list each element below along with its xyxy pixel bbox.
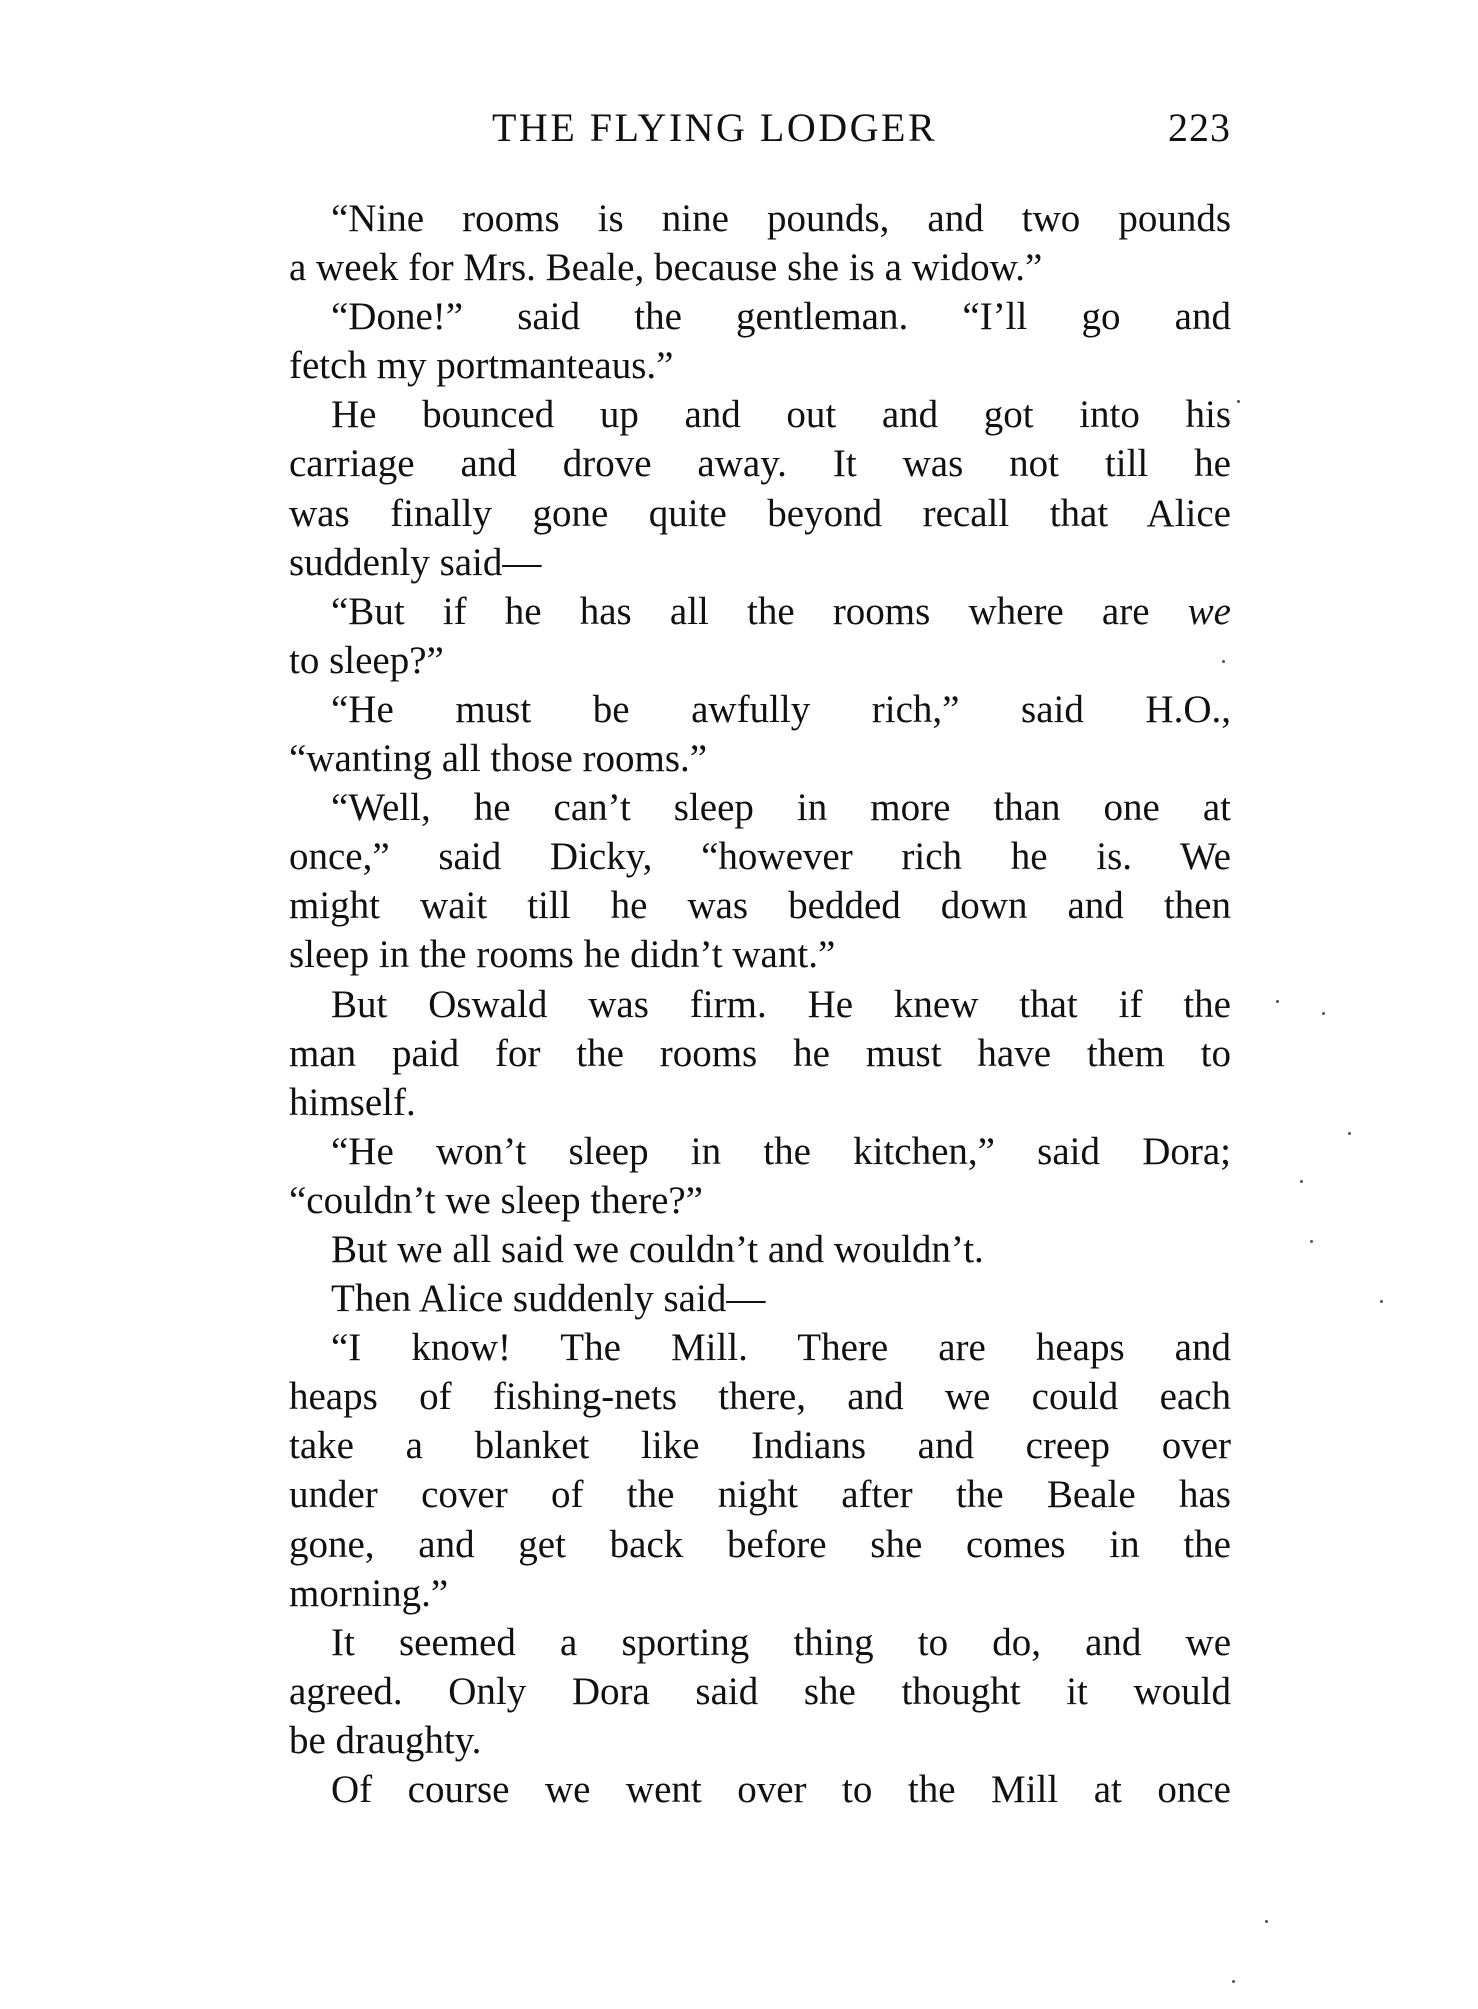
text-line: carriage and drove away. It was not till he [289,442,1231,486]
text-line: He bounced up and out and got into his [331,393,1231,437]
scan-speck [1300,1180,1303,1183]
text-line: sleep in the rooms he didn’t want.” [289,933,836,977]
text-line: “He won’t sleep in the kitchen,” said Dora; [331,1129,1231,1173]
text-line: Of course we went over to the Mill at once [331,1768,1231,1811]
text-line: “Done!” said the gentleman. “I’ll go and [331,295,1231,339]
text-segment: “But if he has all the rooms where are [331,589,1150,633]
text-line: But we all said we couldn’t and wouldn’t. [331,1227,984,1271]
scan-speck [1310,1240,1313,1243]
text-line: “couldn’t we sleep there?” [289,1178,703,1222]
scan-speck [1237,400,1240,403]
running-head [289,98,1231,158]
text-line: Then Alice suddenly said— [331,1277,766,1321]
text-line: morning.” [289,1571,449,1615]
text-line: once,” said Dicky, “however rich he is. We [289,835,1231,879]
scan-speck [1348,1132,1351,1135]
page-number: 223 [1168,105,1231,150]
text-line: be draughty. [289,1718,482,1762]
text-line: “wanting all those rooms.” [289,737,708,781]
text-line: “I know! The Mill. There are heaps and [331,1326,1231,1370]
scan-speck [1380,1300,1383,1303]
scan-speck [1232,1980,1235,1983]
body-text [289,194,1231,1814]
text-line: heaps of fishing-nets there, and we could each [289,1375,1231,1419]
text-line: “He must be awfully rich,” said H.O., [331,687,1231,731]
scan-speck [1265,1920,1268,1923]
text-line: take a blanket like Indians and creep over [289,1424,1231,1468]
text-line: “Nine rooms is nine pounds, and two pounds [331,197,1231,240]
scan-speck [1222,660,1225,663]
emphasis-word: we [1187,589,1231,633]
text-line: under cover of the night after the Beale has [289,1473,1231,1517]
running-head-title: THE FLYING LODGER [492,105,938,150]
text-line: gone, and get back before she comes in the [289,1522,1231,1566]
text-line: man paid for the rooms he must have them to [289,1031,1231,1075]
text-line: “Well, he can’t sleep in more than one at [331,786,1231,830]
text-line: was finally gone quite beyond recall that Alice [289,491,1231,535]
text-line: But Oswald was firm. He knew that if the [331,982,1231,1026]
text-line: to sleep?” [289,638,444,682]
text-line: agreed. Only Dora said she thought it would [289,1669,1231,1713]
text-line: It seemed a sporting thing to do, and we [331,1620,1231,1664]
text-line: fetch my portmanteaus.” [289,344,674,388]
scan-speck [1322,1012,1325,1015]
text-line: might wait till he was bedded down and then [289,884,1231,928]
scan-speck [1276,1000,1279,1003]
text-line: suddenly said— [289,540,542,584]
text-line: a week for Mrs. Beale, because she is a widow.” [289,246,1043,290]
text-line: himself. [289,1080,416,1124]
text-line [289,587,1231,636]
